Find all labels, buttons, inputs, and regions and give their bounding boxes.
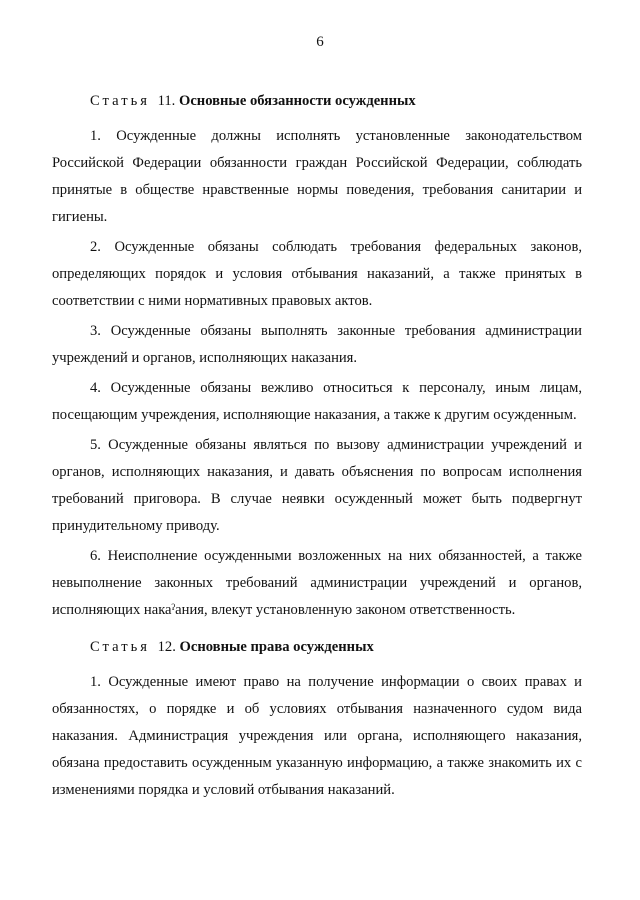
article-number: 11.: [157, 93, 176, 109]
article-title: Основные права осужденных: [179, 639, 374, 655]
article-paragraph: 1. Осужденные должны исполнять установленные законодательством Российской Федерации обязанности граждан Российской Федерации, соблюдать принятые в обществе нравственные нормы поведения, требования санитарии и гигиены.: [52, 128, 582, 225]
article-11: [52, 88, 582, 624]
article-lead: Статья: [90, 639, 150, 655]
article-lead: Статья: [90, 93, 150, 109]
article-12: [52, 634, 582, 804]
article-heading: [52, 88, 582, 115]
article-paragraph: 4. Осужденные обязаны вежливо относиться к персоналу, иным лицам, посещающим учреждения, исполняющие наказания, а также к другим осужденным.: [52, 380, 582, 423]
article-paragraph: 3. Осужденные обязаны выполнять законные требования администрации учреждений и органов, исполняющих наказания.: [52, 323, 582, 366]
article-paragraph: 6. Неисполнение осужденными возложенных на них обязанностей, а также невыполнение законных требований администрации учреждений и органов, исполняющих накаˀания, влекут установленную законом ответственность.: [52, 548, 582, 618]
article-title: Основные обязанности осужденных: [178, 93, 416, 109]
article-paragraph: 1. Осужденные имеют право на получение информации о своих правах и обязанностях, о порядке и об условиях отбывания назначенного судом вида наказания. Администрация учреждения или органа, исполняющего наказания, обязана предоставить осужденным указанную информацию, а также знакомить их с изменениями порядка и условий отбывания наказаний.: [52, 674, 582, 798]
article-paragraph: 5. Осужденные обязаны являться по вызову администрации учреждений и органов, исполняющих наказания, и давать объяснения по вопросам исполнения требований приговора. В случае неявки осужденный может быть подвергнут принудительному приводу.: [52, 437, 582, 534]
article-number: 12.: [157, 639, 176, 655]
article-paragraph: 2. Осужденные обязаны соблюдать требования федеральных законов, определяющих порядок и условия отбывания наказаний, а также принятых в соответствии с ними нормативных правовых актов.: [52, 239, 582, 309]
document-body: [52, 88, 582, 807]
article-heading: [52, 634, 582, 661]
page-number: 6: [316, 34, 324, 50]
